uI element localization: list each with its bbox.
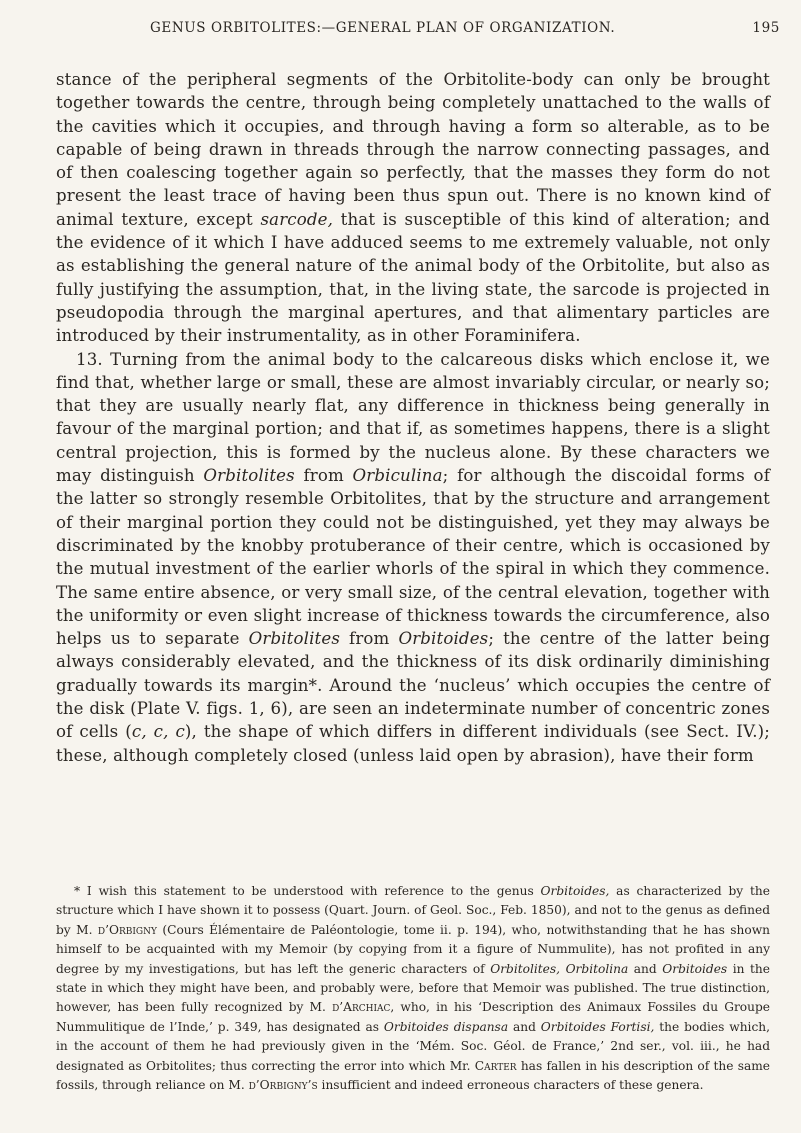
text-run: from — [340, 629, 399, 649]
author-name: d’Archiac, — [332, 1000, 395, 1015]
footnote — [56, 882, 770, 1095]
running-title: GENUS ORBITOLITES:—GENERAL PLAN OF ORGANIZATION. — [150, 20, 616, 36]
running-header — [150, 20, 780, 40]
text-run: ; for although the discoidal forms of the latter so strongly resemble Orbitolites, that by the structure and arrangement of their marginal portion they could not be distinguished, yet they may always be discriminated by the knobby protuberance of their centre, which is occasioned by the mutual investment of the earlier whorls of the spiral in which they commence. The same entire absence, or very small size, of the central elevation, together with the uniformity or even slight increase of thickness towards the circumference, also helps us to separate — [56, 466, 770, 649]
text-run: 13. Turning from the animal body to the calcareous disks which enclose it, we find that, whether large or small, these are almost invariably circular, or nearly so; that they are usually nearly flat, any difference in thickness being generally in favour of the marginal portion; and that if, as sometimes happens, there is a slight central projection, this is formed by the nucleus alone. By these characters we may distinguish — [56, 349, 770, 486]
text-run: and — [508, 1019, 541, 1034]
italic-term: Orbitolites, Orbitolina — [490, 961, 629, 976]
italic-term: Orbitoides — [662, 961, 728, 976]
italic-term: Orbitoides Fortisi, — [540, 1019, 655, 1034]
text-run: * I wish this statement to be understood with reference to the genus — [74, 884, 541, 898]
text-run: in the state in which they might have been, and probably were, before that Memoir was published. The true distinction, however, has been fully recognized by M. — [56, 961, 770, 1015]
text-run: the bodies which, in the account of them he had previously given in the ‘Mém. Soc. Géol. de France,’ 2nd ser., vol. iii., he had designated as Orbitolites; thus correcting the error into which Mr. — [56, 1019, 770, 1073]
italic-term: Orbiculina — [352, 466, 443, 486]
italic-term: Orbitolites — [248, 629, 341, 649]
text-run: stance of the peripheral segments of the Orbitolite-body can only be brought together towards the centre, through being completely unattached to the walls of the cavities which it occupies, and through having a form so alterable, as to be capable of being drawn in threads through the narrow connecting passages, and of then coalescing together again so perfectly, that the masses they form do not present the least trace of having been thus spun out. There is no known kind of animal texture, except — [56, 70, 770, 229]
italic-term: Orbitolites — [203, 466, 295, 486]
page-number: 195 — [752, 20, 780, 36]
text-run: as characterized by the structure which I have shown it to possess (Quart. Journ. of Geol. Soc., Feb. 1850), and not to the genus as defined by M. — [56, 884, 770, 937]
text-run: ; the centre of the latter being always considerably elevated, and the thickness of its disk ordinarily diminishing gradually towards its margin*. Around the ‘nucleus’ which occupies the centre of the disk (Plate V. figs. 1, 6), are seen an indeterminate number of concentric zones of cells ( — [56, 629, 770, 742]
paragraph — [56, 348, 770, 767]
text-run: and — [628, 961, 663, 976]
italic-term: sarcode, — [260, 209, 334, 229]
text-run: (Cours Élémentaire de Paléontologie, tome ii. p. 194), who, notwithstanding that he has shown himself to be acquainted with my Memoir (by copying from it a figure of Nummulite), has not profited in any degree by my investigations, but has left the generic characters of — [56, 922, 770, 976]
italic-term: Orbitoides, — [540, 884, 610, 898]
author-name: d’Orbigny — [97, 922, 157, 937]
author-name: d’Orbigny’s — [248, 1078, 318, 1093]
text-run: insufficient and indeed erroneous characters of these genera. — [317, 1078, 704, 1093]
body-text — [56, 68, 770, 767]
italic-term: Orbitoides dispansa — [383, 1019, 509, 1034]
text-run: that is susceptible of this kind of alteration; and the evidence of it which I have adduced seems to me extremely valuable, not only as establishing the general nature of the animal body of the Orbitolite, but also as fully justifying the assumption, that, in the living state, the sarcode is projected in pseudopodia through the marginal apertures, and that alimentary particles are introduced by their instrumentality, as in other Foraminifera. — [56, 209, 770, 346]
paragraph — [56, 68, 770, 348]
text-run: from — [294, 466, 353, 486]
italic-term: c, c, c — [131, 722, 185, 742]
italic-term: Orbitoides — [398, 629, 489, 649]
author-name: Carter — [474, 1058, 517, 1073]
footnote-paragraph — [56, 882, 770, 1095]
text-run: who, in his ‘Description des Animaux Fossiles du Groupe Nummulitique de l’Inde,’ p. 349, has designated as — [56, 1000, 770, 1034]
text-run: has fallen in his description of the same fossils, through reliance on M. — [56, 1058, 770, 1093]
text-run: ), the shape of which differs in different individuals (see Sect. IV.); these, although completely closed (unless laid open by abrasion), have their form — [56, 722, 771, 765]
